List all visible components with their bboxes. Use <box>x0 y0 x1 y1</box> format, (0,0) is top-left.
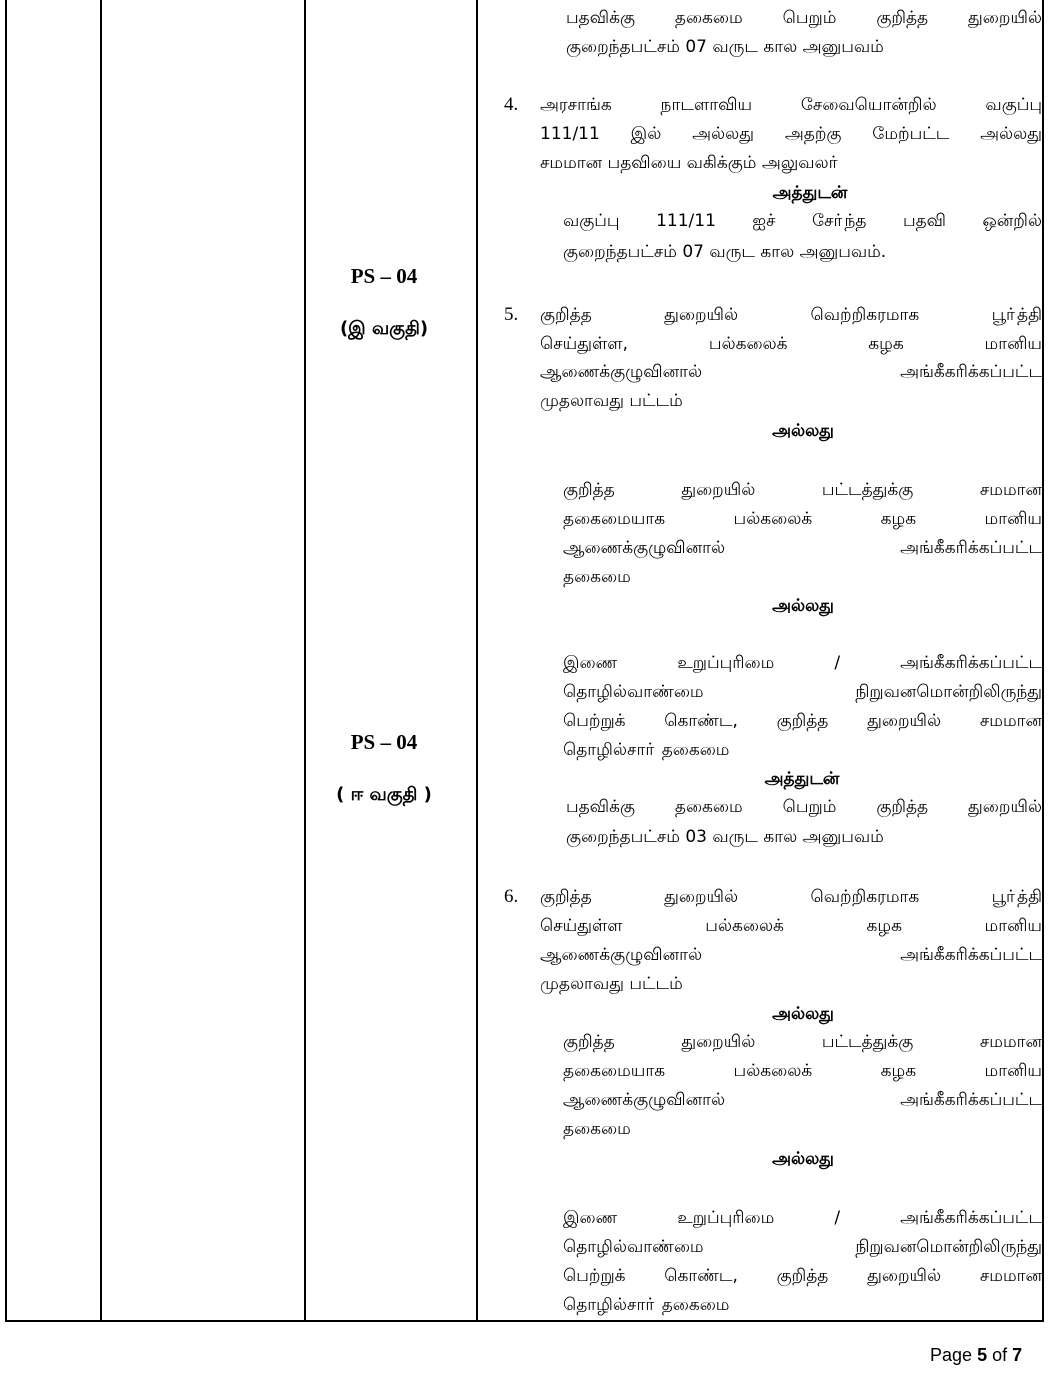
conjunction-label: அத்துடன் <box>764 769 840 789</box>
requirement-line: இணை உறுப்புரிமை / அங்கீகரிக்கப்பட்ட <box>563 653 1042 673</box>
requirement-line: முதலாவது பட்டம் <box>540 391 683 411</box>
requirement-line: ஆணைக்குழுவினால் அங்கீகரிக்கப்பட்ட <box>540 945 1042 965</box>
requirement-line: தொழில்வாண்மை நிறுவனமொன்றிலிருந்து <box>563 1237 1042 1257</box>
requirement-line: செய்துள்ள, பல்கலைக் கழக மானிய <box>540 334 1042 354</box>
requirement-line: ஆணைக்குழுவினால் அங்கீகரிக்கப்பட்ட <box>540 362 1042 382</box>
service-class-grade: ( ஈ வகுதி ) <box>336 784 432 805</box>
page-label: Page <box>930 1345 973 1365</box>
requirement-line: குறித்த துறையில் வெற்றிகரமாக பூா்த்தி <box>540 305 1042 325</box>
requirement-line: சமமான பதவியை வகிக்கும் அலுவலா் <box>540 153 840 173</box>
requirement-line: ஆணைக்குழுவினால் அங்கீகரிக்கப்பட்ட <box>563 538 1042 558</box>
conjunction-label: அல்லது <box>772 1149 834 1169</box>
requirement-line: தொழில்சாா் தகைமை <box>563 1295 730 1315</box>
requirement-line: குறைந்தபட்சம் 07 வருட கால அனுபவம். <box>563 242 887 262</box>
column-divider <box>304 0 306 1320</box>
requirement-line: பதவிக்கு தகைமை பெறும் குறித்த துறையில் <box>566 8 1042 28</box>
requirement-line: தொழில்வாண்மை நிறுவனமொன்றிலிருந்து <box>563 682 1042 702</box>
service-class-code: PS – 04 <box>350 264 418 288</box>
service-class-grade: (இ வகுதி) <box>339 318 429 339</box>
item-number: 4. <box>504 94 519 115</box>
requirement-line: குறைந்தபட்சம் 07 வருட கால அனுபவம் <box>566 37 884 57</box>
of-label: of <box>992 1345 1008 1365</box>
requirement-line: முதலாவது பட்டம் <box>540 974 683 994</box>
column-divider <box>100 0 102 1320</box>
requirement-line: ஆணைக்குழுவினால் அங்கீகரிக்கப்பட்ட <box>563 1090 1042 1110</box>
requirement-line: பதவிக்கு தகைமை பெறும் குறித்த துறையில் <box>566 797 1042 817</box>
requirement-line: தகைமை <box>563 567 631 587</box>
item-number: 5. <box>504 304 519 325</box>
requirement-line: குறைந்தபட்சம் 03 வருட கால அனுபவம் <box>566 827 884 847</box>
requirement-line: குறித்த துறையில் வெற்றிகரமாக பூா்த்தி <box>540 887 1042 907</box>
requirement-line: அரசாங்க நாடளாவிய சேவையொன்றில் வகுப்பு <box>540 95 1042 115</box>
page-number <box>930 1345 1022 1366</box>
requirement-line: இணை உறுப்புரிமை / அங்கீகரிக்கப்பட்ட <box>563 1208 1042 1228</box>
service-class-code: PS – 04 <box>350 730 418 754</box>
requirement-line: தொழில்சாா் தகைமை <box>563 740 730 760</box>
item-number: 6. <box>504 886 519 907</box>
requirement-line: பெற்றுக் கொண்ட, குறித்த துறையில் சமமான <box>563 711 1042 731</box>
total-pages: 7 <box>1012 1345 1023 1365</box>
requirement-line: பெற்றுக் கொண்ட, குறித்த துறையில் சமமான <box>563 1266 1042 1286</box>
conjunction-label: அல்லது <box>772 596 834 616</box>
requirement-line: தகைமையாக பல்கலைக் கழக மானிய <box>563 509 1042 529</box>
conjunction-label: அல்லது <box>772 421 834 441</box>
requirement-line: தகைமையாக பல்கலைக் கழக மானிய <box>563 1061 1042 1081</box>
conjunction-label: அல்லது <box>772 1004 834 1024</box>
requirement-line: செய்துள்ள பல்கலைக் கழக மானிய <box>540 916 1042 936</box>
requirement-line: வகுப்பு 111/11 ஐச் சோ்ந்த பதவி ஒன்றில் <box>563 211 1042 231</box>
requirement-line: 111/11 இல் அல்லது அதற்கு மேற்பட்ட அல்லது <box>540 124 1042 144</box>
current-page: 5 <box>977 1345 988 1365</box>
requirement-line: குறித்த துறையில் பட்டத்துக்கு சமமான <box>563 1032 1042 1052</box>
requirement-line: குறித்த துறையில் பட்டத்துக்கு சமமான <box>563 480 1042 500</box>
requirement-line: தகைமை <box>563 1119 631 1139</box>
column-divider <box>476 0 478 1320</box>
conjunction-label: அத்துடன் <box>772 183 848 203</box>
